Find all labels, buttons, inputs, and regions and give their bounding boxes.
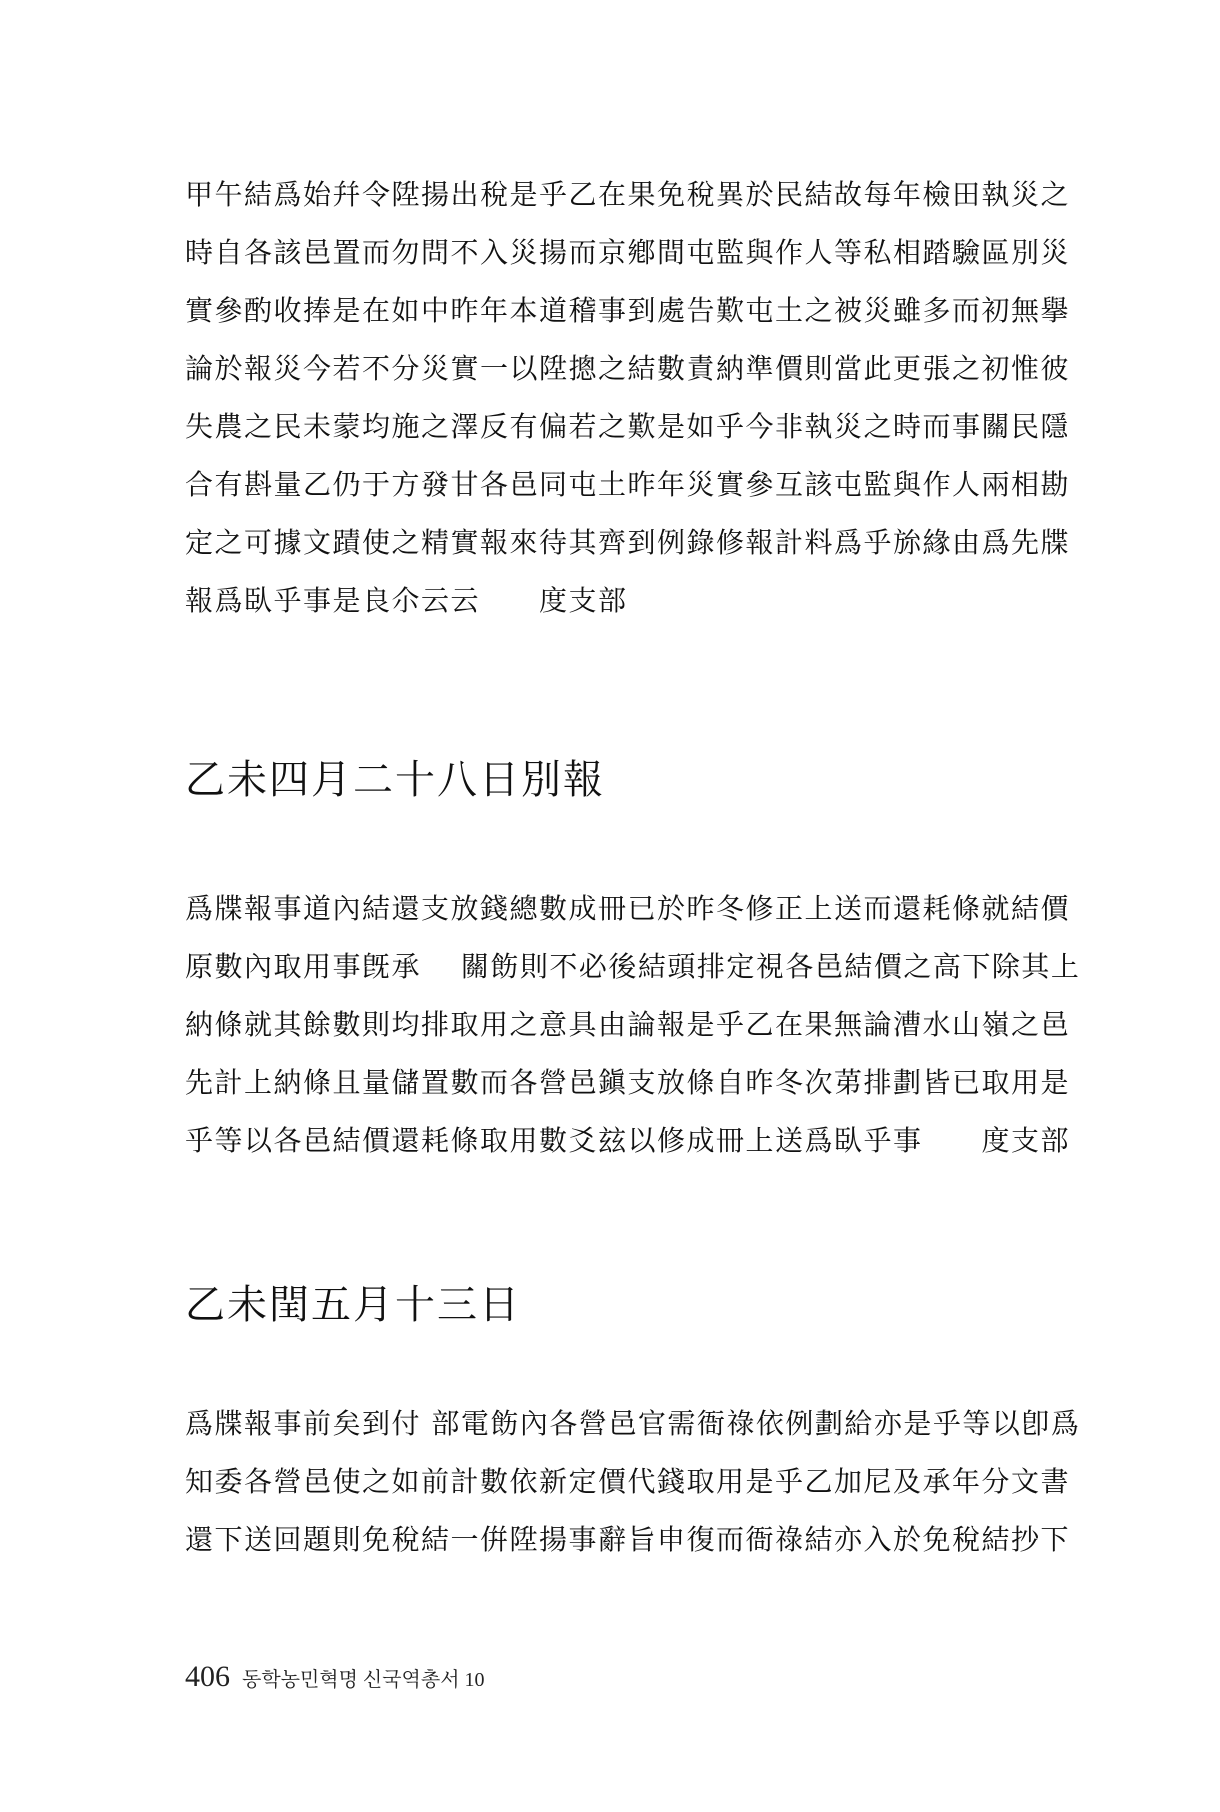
page-footer <box>185 1660 485 1694</box>
text-line: 知委各營邑使之如前計數依新定價代錢取用是乎乙加尼及承年分文書 <box>185 1465 1071 1498</box>
text-line: 合有斟量乙仍于方發甘各邑同屯土昨年災實參互該屯監與作人兩相勘 <box>185 468 1071 501</box>
series-title: 동학농민혁명 신국역총서 10 <box>242 1669 485 1691</box>
section-heading: 乙未四月二十八日別報 <box>185 757 605 803</box>
paragraph-continued-report <box>185 166 1071 630</box>
text-line: 甲午結爲始幷令陞揚出稅是乎乙在果免稅異於民結故每年檢田執災之 <box>185 178 1071 211</box>
text-line: 失農之民未蒙均施之澤反有偏若之歎是如乎今非執災之時而事關民隱 <box>185 410 1071 443</box>
text-line: 原數內取用事旣承 關飭則不必後結頭排定視各邑結價之高下除其上 <box>185 950 1081 983</box>
text-line: 爲牒報事前矣到付 部電飭內各營邑官需衙祿依例劃給亦是乎等以卽爲 <box>185 1407 1081 1440</box>
text-line: 論於報災今若不分災實一以陞摠之結數責納準價則當此更張之初惟彼 <box>185 352 1071 385</box>
text-line: 爲牒報事道內結還支放錢總數成冊已於昨冬修正上送而還耗條就結價 <box>185 892 1071 925</box>
text-line: 報爲臥乎事是良尒云云 度支部 <box>185 584 628 617</box>
text-line: 實參酌收捧是在如中昨年本道稽事到處告歎屯土之被災雖多而初無擧 <box>185 294 1071 327</box>
section-heading: 乙未閏五月十三日 <box>185 1282 521 1328</box>
text-line: 定之可據文蹟使之精實報來待其齊到例錄修報計料爲乎旀緣由爲先牒 <box>185 526 1071 559</box>
text-line: 時自各該邑置而勿問不入災揚而京鄕間屯監與作人等私相踏驗區別災 <box>185 236 1071 269</box>
text-line: 還下送回題則免稅結一倂陞揚事辭旨申復而衙祿結亦入於免稅結抄下 <box>185 1523 1071 1556</box>
paragraph-special-report <box>185 880 1081 1170</box>
page-number: 406 <box>185 1660 230 1693</box>
paragraph-intercalary-report <box>185 1395 1081 1569</box>
text-line: 納條就其餘數則均排取用之意具由論報是乎乙在果無論漕水山嶺之邑 <box>185 1008 1071 1041</box>
text-line: 乎等以各邑結價還耗條取用數爻玆以修成冊上送爲臥乎事 度支部 <box>185 1124 1071 1157</box>
text-line: 先計上納條且量儲置數而各營邑鎭支放條自昨冬次苐排劃皆已取用是 <box>185 1066 1071 1099</box>
